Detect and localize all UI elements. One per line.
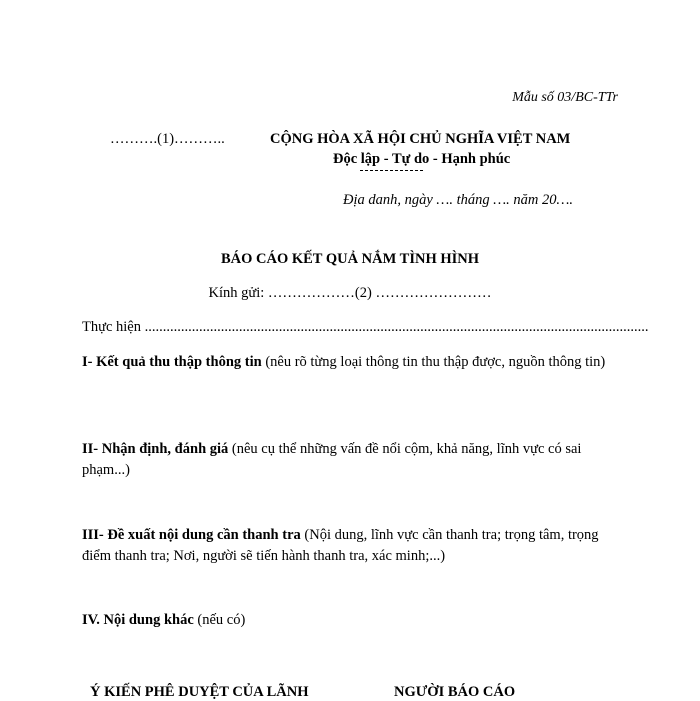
section-2-heading: II- Nhận định, đánh giá (82, 441, 229, 457)
report-title: BÁO CÁO KẾT QUẢ NẮM TÌNH HÌNH (220, 251, 480, 267)
organization-placeholder: ……….(1)……….. (110, 131, 225, 147)
section-1-heading: I- Kết quả thu thập thông tin (82, 354, 262, 370)
motto-underline (360, 170, 423, 171)
section-2 (82, 439, 612, 481)
section-3-heading: III- Đề xuất nội dung cần thanh tra (82, 527, 301, 543)
place-date-line: Địa danh, ngày …. tháng …. năm 20…. (343, 192, 573, 208)
section-4-heading: IV. Nội dung khác (82, 612, 194, 628)
form-code: Mẫu số 03/BC-TTr (512, 90, 618, 105)
section-1 (82, 352, 612, 373)
section-4-note: (nếu có) (193, 612, 246, 628)
performer-line: Thực hiện ........................................................................................................................................... (82, 319, 649, 335)
section-3-note: (Nội dung, lĩnh vực cần thanh tra; trọng tâm, trọng điểm thanh tra; Nơi, người sẽ tiến hành thanh tra, xác minh;...) (82, 527, 599, 564)
recipient-line: Kính gửi: ………………(2) …………………… (208, 285, 492, 301)
section-3 (82, 525, 612, 567)
approval-signature-heading: Ý KIẾN PHÊ DUYỆT CỦA LÃNH (90, 684, 309, 700)
section-4 (82, 610, 612, 631)
reporter-signature-heading: NGƯỜI BÁO CÁO (394, 684, 516, 700)
national-motto: Độc lập - Tự do - Hạnh phúc (333, 151, 511, 167)
section-2-note: (nêu cụ thể những vấn đề nổi cộm, khả năng, lĩnh vực có sai phạm...) (82, 441, 582, 478)
section-1-note: (nêu rõ từng loại thông tin thu thập được, nguồn thông tin) (261, 354, 606, 370)
national-title: CỘNG HÒA XÃ HỘI CHỦ NGHĨA VIỆT NAM (270, 131, 571, 147)
